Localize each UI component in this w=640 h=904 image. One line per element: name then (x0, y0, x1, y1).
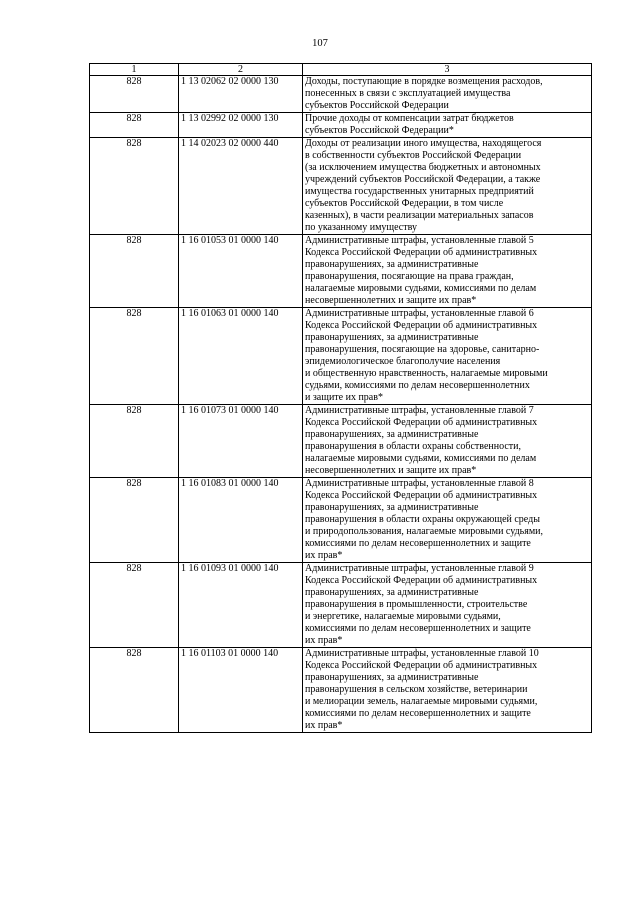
administrator-code-cell: 828 (90, 405, 179, 478)
administrator-code-cell: 828 (90, 235, 179, 308)
description-line: Кодекса Российской Федерации об административных (305, 417, 538, 428)
description-line: их прав* (305, 550, 343, 561)
description-line: учреждений субъектов Российской Федерации, а также (305, 174, 541, 185)
administrator-code-cell: 828 (90, 563, 179, 648)
description-line: и общественную нравственность, налагаемые мировыми (305, 368, 548, 379)
description-line: Административные штрафы, установленные главой 9 (305, 563, 534, 574)
revenue-description-cell (303, 405, 592, 478)
description-line: субъектов Российской Федерации (305, 100, 449, 111)
description-line: понесенных в связи с эксплуатацией имущества (305, 88, 511, 99)
description-line: по указанному имуществу (305, 222, 417, 233)
budget-classification-code-cell: 1 13 02992 02 0000 130 (179, 113, 303, 138)
administrator-code-cell: 828 (90, 648, 179, 733)
description-line: имущества государственных унитарных предприятий (305, 186, 534, 197)
revenue-description-cell (303, 478, 592, 563)
description-line: Административные штрафы, установленные главой 7 (305, 405, 534, 416)
description-line: правонарушениях, за административные (305, 429, 479, 440)
description-line: в собственности субъектов Российской Федерации (305, 150, 522, 161)
table-body (90, 76, 592, 733)
table-row (90, 138, 592, 235)
table-row (90, 235, 592, 308)
budget-classification-code-cell: 1 14 02023 02 0000 440 (179, 138, 303, 235)
description-line: субъектов Российской Федерации* (305, 125, 454, 136)
administrator-code-cell: 828 (90, 308, 179, 405)
column-header-1: 1 (90, 64, 179, 76)
table-row (90, 563, 592, 648)
description-line: правонарушениях, за административные (305, 587, 479, 598)
administrator-code-cell: 828 (90, 138, 179, 235)
table-row (90, 478, 592, 563)
description-line: правонарушениях, за административные (305, 259, 479, 270)
description-line: налагаемые мировыми судьями, комиссиями по делам (305, 283, 537, 294)
description-line: казенных), в части реализации материальных запасов (305, 210, 534, 221)
column-header-2: 2 (179, 64, 303, 76)
table-row (90, 76, 592, 113)
description-line: Административные штрафы, установленные главой 8 (305, 478, 534, 489)
description-line: (за исключением имущества бюджетных и автономных (305, 162, 541, 173)
revenue-description-cell (303, 76, 592, 113)
description-line: Доходы, поступающие в порядке возмещения расходов, (305, 76, 543, 87)
description-line: налагаемые мировыми судьями, комиссиями по делам (305, 453, 537, 464)
budget-classification-code-cell: 1 16 01063 01 0000 140 (179, 308, 303, 405)
description-line: правонарушения в области охраны собственности, (305, 441, 522, 452)
budget-classification-code-cell: 1 13 02062 02 0000 130 (179, 76, 303, 113)
revenue-description-cell (303, 113, 592, 138)
description-line: правонарушениях, за административные (305, 502, 479, 513)
description-line: правонарушения в области охраны окружающей среды (305, 514, 540, 525)
description-line: комиссиями по делам несовершеннолетних и защите (305, 708, 531, 719)
description-line: правонарушения в промышленности, строительстве (305, 599, 528, 610)
description-line: комиссиями по делам несовершеннолетних и защите (305, 623, 531, 634)
table-header-row (90, 64, 592, 76)
description-line: Административные штрафы, установленные главой 10 (305, 648, 539, 659)
description-line: субъектов Российской Федерации, в том числе (305, 198, 504, 209)
budget-classification-code-cell: 1 16 01053 01 0000 140 (179, 235, 303, 308)
administrator-code-cell: 828 (90, 76, 179, 113)
description-line: и мелиорации земель, налагаемые мировыми судьями, (305, 696, 538, 707)
table-row (90, 308, 592, 405)
description-line: правонарушения, посягающие на здоровье, санитарно- (305, 344, 540, 355)
revenue-description-cell (303, 138, 592, 235)
table-row (90, 648, 592, 733)
budget-classification-code-cell: 1 16 01103 01 0000 140 (179, 648, 303, 733)
revenue-codes-table (89, 63, 592, 733)
description-line: правонарушения, посягающие на права граждан, (305, 271, 514, 282)
description-line: несовершеннолетних и защите их прав* (305, 295, 477, 306)
budget-classification-code-cell: 1 16 01083 01 0000 140 (179, 478, 303, 563)
page-number: 107 (312, 38, 328, 49)
description-line: правонарушения в сельском хозяйстве, ветеринарии (305, 684, 528, 695)
description-line: и энергетике, налагаемые мировыми судьями, (305, 611, 501, 622)
description-line: несовершеннолетних и защите их прав* (305, 465, 477, 476)
description-line: правонарушениях, за административные (305, 672, 479, 683)
budget-classification-code-cell: 1 16 01093 01 0000 140 (179, 563, 303, 648)
revenue-description-cell (303, 563, 592, 648)
administrator-code-cell: 828 (90, 478, 179, 563)
description-line: Кодекса Российской Федерации об административных (305, 490, 538, 501)
budget-classification-code-cell: 1 16 01073 01 0000 140 (179, 405, 303, 478)
description-line: и защите их прав* (305, 392, 383, 403)
description-line: Кодекса Российской Федерации об административных (305, 660, 538, 671)
description-line: Кодекса Российской Федерации об административных (305, 575, 538, 586)
description-line: их прав* (305, 720, 343, 731)
administrator-code-cell: 828 (90, 113, 179, 138)
revenue-description-cell (303, 648, 592, 733)
column-header-3: 3 (303, 64, 592, 76)
description-line: судьями, комиссиями по делам несовершеннолетних (305, 380, 530, 391)
description-line: правонарушениях, за административные (305, 332, 479, 343)
table-row (90, 405, 592, 478)
description-line: Прочие доходы от компенсации затрат бюджетов (305, 113, 514, 124)
description-line: их прав* (305, 635, 343, 646)
description-line: и природопользования, налагаемые мировыми судьями, (305, 526, 544, 537)
description-line: Административные штрафы, установленные главой 6 (305, 308, 534, 319)
revenue-description-cell (303, 235, 592, 308)
description-line: Доходы от реализации иного имущества, находящегося (305, 138, 542, 149)
description-line: эпидемиологическое благополучие населения (305, 356, 501, 367)
description-line: комиссиями по делам несовершеннолетних и защите (305, 538, 531, 549)
revenue-description-cell (303, 308, 592, 405)
table-row (90, 113, 592, 138)
description-line: Административные штрафы, установленные главой 5 (305, 235, 534, 246)
description-line: Кодекса Российской Федерации об административных (305, 320, 538, 331)
description-line: Кодекса Российской Федерации об административных (305, 247, 538, 258)
